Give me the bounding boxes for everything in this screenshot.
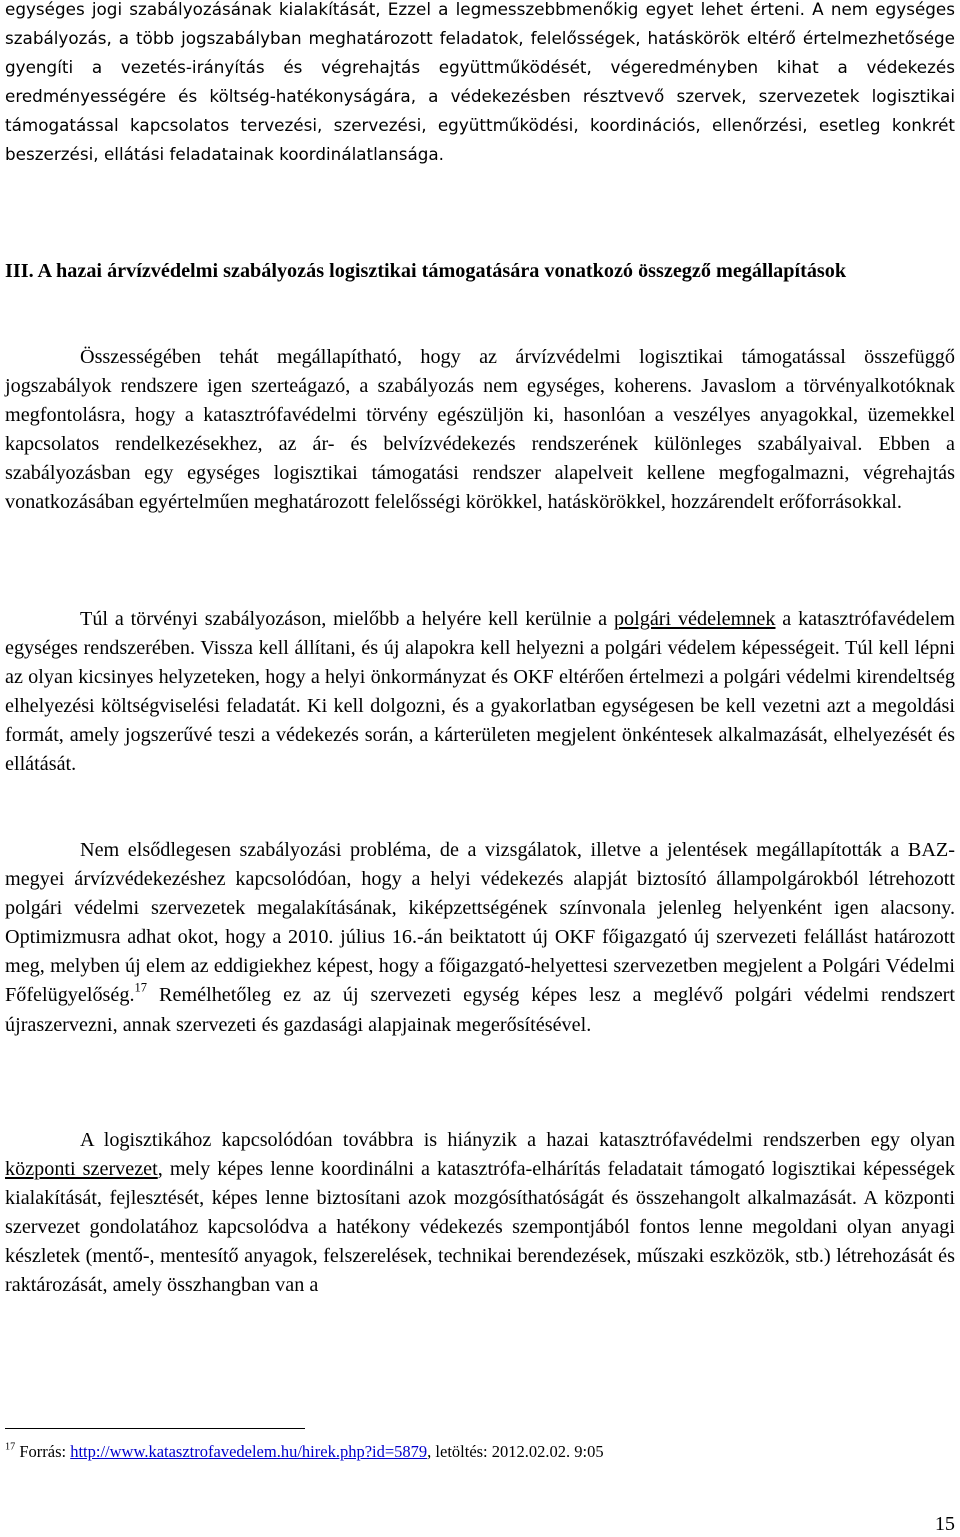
paragraph-text: a katasztrófavédelem egységes rendszerében. Vissza kell állítani, és új alapokra kell helyezni a polgári védelem képességeit. Túl kell lépni az olyan kicsinyes helyzeteken, hogy a helyi önkormányzat és OKF eltérően értelmezi a polgári védelmi kirendeltség elhelyezési költségviselési feladatát. Ki kell dolgozni, és a gyakorlatban egységesen be kell vezetni azt a megoldási formát, amely jogszerűvé teszi a védekezés során, a kárterületen megjelent önkéntesek alkalmazását, elhelyezését és ellátását. bbox=[5, 608, 955, 776]
intro-paragraph: egységes jogi szabályozásának kialakítását, Ezzel a legmesszebbmenőkig egyet lehet érteni. A nem egységes szabályozás, a több jogszabályban meghatározott feladatok, felelősségek, hatáskörök eltérő értelmezhetősége gyengíti a vezetés-irányítás és végrehajtás együttműködését, végeredményben kihat a védekezés eredményességére és költség-hatékonyságára, a védekezésben résztvevő szervek, szervezetek logisztikai támogatással kapcsolatos tervezési, szervezési, együttműködési, koordinációs, ellenőrzési, esetleg konkrét beszerzési, ellátási feladatainak koordinálatlansága. bbox=[5, 0, 955, 165]
page-number: 15 bbox=[934, 1513, 955, 1535]
paragraph-summary: Összességében tehát megállapítható, hogy az árvízvédelmi logisztikai támogatással összefüggő jogszabályok rendszere igen szerteágazó, a szabályozás nem egységes, koherens. Javaslom a törvényalkotóknak megfontolásra, hogy a katasztrófavédelmi törvény egészüljön ki, hasonlóan a veszélyes anyagokkal, üzemekkel kapcsolatos rendelkezésekhez, az ár- és belvízvédekezés rendszerének különleges szabályaival. Ebben a szabályozásban egy egységes logisztikai támogatási rendszer alapelveit kellene megfogalmazni, végrehajtás vonatkozásában egyértelműen meghatározott felelősségi körökkel, hatáskörökkel, hozzárendelt erőforrásokkal. bbox=[5, 346, 955, 514]
paragraph-baz-county bbox=[5, 836, 955, 1040]
civil-protection-link[interactable]: polgári védelemnek bbox=[613, 608, 776, 630]
paragraph-text: , mely képes lenne koordinálni a katasztrófa-elhárítás feladatait támogató logisztikai képességek kialakítását, fejlesztését, képes lenne biztosítani azok mozgósíthatóságát és összehangolt alkalmazását. A központi szervezet gondolatához kapcsolódva a hatékony védekezés szempontjából fontos lenne megoldani olyan anyagi készletek (mentő-, mentesítő anyagok, felszerelések, technikai berendezések, műszaki eszközök, stb.) létrehozását és raktározását, amely összhangban van a bbox=[5, 1158, 955, 1297]
paragraph-text: A logisztikához kapcsolódóan továbbra is hiányzik a hazai katasztrófavédelmi rendszerben egy olyan bbox=[80, 1129, 955, 1151]
footnote-number: 17 bbox=[5, 1441, 16, 1453]
footnote-source-link[interactable]: http://www.katasztrofavedelem.hu/hirek.php?id=5879 bbox=[70, 1442, 428, 1461]
footnote-divider bbox=[5, 1428, 305, 1429]
footnote-reference[interactable]: 17 bbox=[134, 981, 148, 996]
paragraph-text: Remélhetőleg ez az új szervezeti egység képes lesz a meglévő polgári védelmi rendszert újraszervezni, annak szervezeti és gazdasági alapjainak megerősítésével. bbox=[5, 984, 955, 1036]
paragraph-central-organization bbox=[5, 1126, 955, 1301]
central-organization-link[interactable]: központi szervezet bbox=[5, 1158, 158, 1181]
paragraph-text: Túl a törvényi szabályozáson, mielőbb a helyére kell kerülnie a bbox=[80, 608, 614, 630]
footnote bbox=[5, 1440, 604, 1464]
paragraph-text: Nem elsődlegesen szabályozási probléma, de a vizsgálatok, illetve a jelentések megállapították a BAZ-megyei árvízvédekezéshez kapcsolódóan, hogy a helyi védekezés alapját biztosító állampolgárokból létrehozott polgári védelmi szervezetek megalakításának, kiképzettségének színvonala jelenleg helyenként igen alacsony. Optimizmusra adhat okot, hogy a 2010. július 16.-án beiktatott új OKF főigazgató új szervezeti felállást határozott meg, melyben új elem az eddigiekhez képest, hogy a főigazgató-helyettesi szervezetben megjelent a Polgári Védelmi Főfelügyelőség. bbox=[5, 839, 955, 1007]
footnote-suffix: , letöltés: 2012.02.02. 9:05 bbox=[427, 1442, 604, 1461]
footnote-label: Forrás: bbox=[15, 1442, 71, 1461]
section-heading: III. A hazai árvízvédelmi szabályozás logisztikai támogatására vonatkozó összegző megállapítások bbox=[5, 260, 847, 282]
paragraph-civil-protection bbox=[5, 605, 955, 780]
